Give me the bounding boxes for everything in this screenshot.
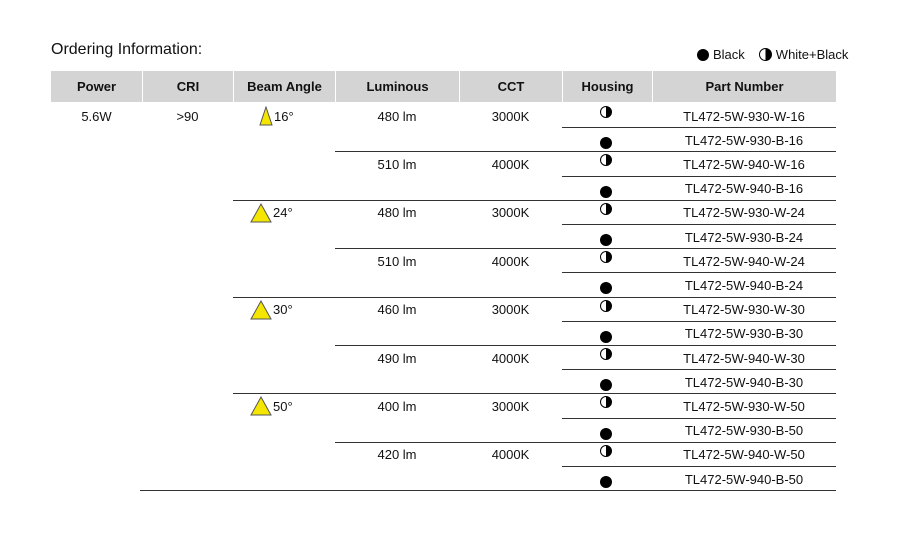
white-black-housing-icon (600, 106, 612, 118)
part-number: TL472-5W-930-W-30 (683, 302, 805, 318)
luminous-value: 510 lm (377, 253, 417, 269)
beam-angle-16 (259, 104, 294, 128)
cct-value: 3000K (491, 398, 530, 414)
beam-angle-label: 50° (273, 398, 293, 414)
beam-angle-50 (250, 394, 293, 418)
luminous-value: 490 lm (377, 350, 417, 366)
row-divider (562, 418, 836, 419)
header-cri: CRI (143, 71, 233, 102)
luminous-value: 510 lm (377, 156, 417, 172)
header-luminous: Luminous (336, 71, 459, 102)
power-value: 5.6W (81, 108, 112, 124)
part-number: TL472-5W-940-W-24 (683, 253, 805, 269)
header-power: Power (51, 71, 142, 102)
black-housing-icon (600, 476, 612, 488)
row-divider (562, 321, 836, 322)
row-divider (562, 127, 836, 128)
part-number: TL472-5W-930-B-24 (684, 229, 804, 245)
part-number: TL472-5W-930-B-16 (684, 132, 804, 148)
beam-angle-label: 30° (273, 302, 293, 318)
cct-value: 3000K (491, 108, 530, 124)
row-divider (140, 490, 836, 491)
row-divider (562, 224, 836, 225)
white-black-housing-icon (600, 445, 612, 457)
black-housing-icon (600, 137, 612, 149)
beam-angle-triangle-icon (250, 203, 272, 223)
black-housing-icon (600, 234, 612, 246)
luminous-value: 480 lm (377, 205, 417, 221)
white-black-housing-icon (600, 203, 612, 215)
beam-angle-24 (250, 201, 293, 225)
cct-value: 4000K (491, 447, 530, 463)
white-black-housing-icon (600, 251, 612, 263)
black-housing-icon (600, 428, 612, 440)
cct-value: 3000K (491, 302, 530, 318)
row-divider (233, 393, 836, 394)
part-number: TL472-5W-930-B-30 (684, 326, 804, 342)
beam-angle-triangle-icon (259, 106, 273, 126)
beam-angle-30 (250, 298, 293, 322)
white-black-housing-icon (759, 48, 772, 61)
black-housing-icon (697, 49, 709, 61)
cct-value: 4000K (491, 156, 530, 172)
part-number: TL472-5W-930-W-24 (683, 205, 805, 221)
luminous-value: 460 lm (377, 302, 417, 318)
black-housing-icon (600, 282, 612, 294)
luminous-value: 480 lm (377, 108, 417, 124)
header-housing: Housing (563, 71, 652, 102)
white-black-housing-icon (600, 154, 612, 166)
part-number: TL472-5W-940-B-24 (684, 277, 804, 293)
part-number: TL472-5W-930-W-16 (683, 108, 805, 124)
header-beam-angle: Beam Angle (234, 71, 335, 102)
row-divider (335, 151, 836, 152)
black-housing-icon (600, 379, 612, 391)
header-part-number: Part Number (653, 71, 836, 102)
cri-value: >90 (176, 108, 199, 124)
row-divider (562, 466, 836, 467)
row-divider (335, 248, 836, 249)
cct-value: 4000K (491, 350, 530, 366)
white-black-housing-icon (600, 300, 612, 312)
row-divider (562, 272, 836, 273)
white-black-housing-icon (600, 348, 612, 360)
row-divider (335, 345, 836, 346)
part-number: TL472-5W-940-W-30 (683, 350, 805, 366)
row-divider (562, 369, 836, 370)
part-number: TL472-5W-940-W-16 (683, 156, 805, 172)
row-divider (335, 442, 836, 443)
part-number: TL472-5W-940-B-30 (684, 374, 804, 390)
part-number: TL472-5W-930-B-50 (684, 423, 804, 439)
cct-value: 4000K (491, 253, 530, 269)
beam-angle-label: 16° (274, 108, 294, 124)
part-number: TL472-5W-940-B-16 (684, 181, 804, 197)
black-housing-icon (600, 186, 612, 198)
luminous-value: 400 lm (377, 398, 417, 414)
header-cct: CCT (460, 71, 562, 102)
cct-value: 3000K (491, 205, 530, 221)
beam-angle-label: 24° (273, 205, 293, 221)
row-divider (233, 297, 836, 298)
part-number: TL472-5W-930-W-50 (683, 398, 805, 414)
legend-white-black-label: White+Black (775, 47, 849, 62)
white-black-housing-icon (600, 396, 612, 408)
beam-angle-triangle-icon (250, 396, 272, 416)
row-divider (562, 176, 836, 177)
black-housing-icon (600, 331, 612, 343)
beam-angle-triangle-icon (250, 300, 272, 320)
part-number: TL472-5W-940-W-50 (683, 447, 805, 463)
legend-black-label: Black (713, 47, 745, 62)
ordering-information-title: Ordering Information: (51, 41, 203, 58)
housing-legend (697, 47, 848, 62)
part-number: TL472-5W-940-B-50 (684, 471, 804, 487)
row-divider (233, 200, 836, 201)
luminous-value: 420 lm (377, 447, 417, 463)
